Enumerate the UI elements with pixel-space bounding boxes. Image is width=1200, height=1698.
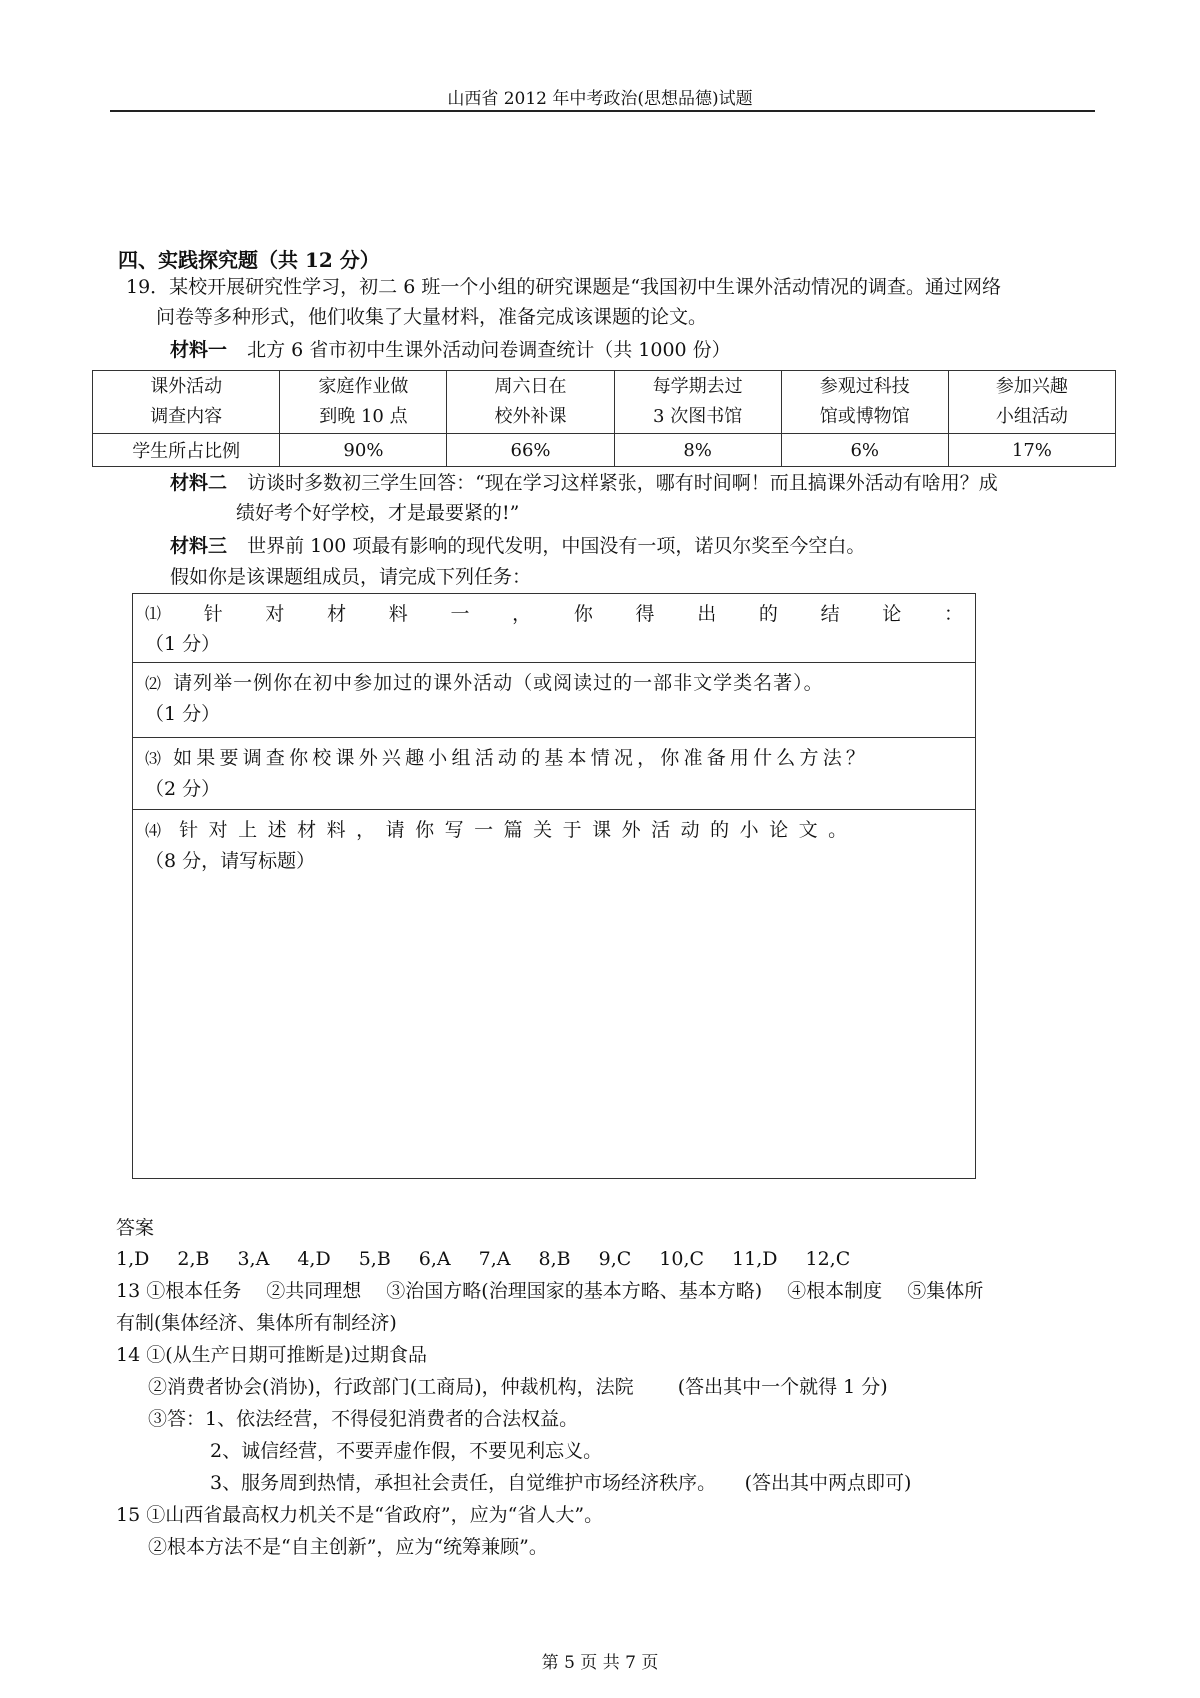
material-1-text: 北方 6 省市初中生课外活动问卷调查统计（共 1000 份） <box>247 339 731 361</box>
task-3-prompt: ⑶ 如果要调查你校课外兴趣小组活动的基本情况，你准备用什么方法？ <box>145 747 870 769</box>
header-divider <box>110 110 1095 112</box>
page-header-title: 山西省 2012 年中考政治(思想品德)试题 <box>447 89 753 109</box>
survey-table <box>92 370 1116 467</box>
page-number: 第 5 页 共 7 页 <box>541 1653 659 1673</box>
task-3-score: （2 分） <box>145 778 221 800</box>
mc-answer: 12,C <box>805 1248 851 1270</box>
mc-answer: 5,B <box>358 1248 391 1270</box>
table-header-cell: 周六日在 校外补课 <box>447 371 614 434</box>
task-3 <box>133 738 975 810</box>
material-1-label: 材料一 <box>170 339 228 361</box>
answer-14-line-1: 14 ①(从生产日期可推断是)过期食品 <box>116 1344 428 1366</box>
task-2-score: （1 分） <box>145 703 221 725</box>
mc-answer: 9,C <box>598 1248 632 1270</box>
table-row <box>93 434 1116 467</box>
question-line-1: 19．某校开展研究性学习，初二 6 班一个小组的研究课题是“我国初中生课外活动情况的调查。通过网络 <box>126 276 1002 298</box>
table-header-cell: 每学期去过 3 次图书馆 <box>614 371 781 434</box>
question-line-2: 问卷等多种形式，他们收集了大量材料，准备完成该课题的论文。 <box>156 306 708 328</box>
answer-14-line-4: 2、诚信经营，不要弄虚作假，不要见利忘义。 <box>210 1440 603 1462</box>
material-1 <box>170 335 731 365</box>
table-header-cell: 家庭作业做 到晚 10 点 <box>280 371 447 434</box>
table-header-cell: 参观过科技 馆或博物馆 <box>781 371 948 434</box>
task-4-score: （8 分，请写标题） <box>145 850 316 872</box>
answer-14-line-5: 3、服务周到热情，承担社会责任，自觉维护市场经济秩序。 (答出其中两点即可) <box>210 1472 912 1494</box>
material-2 <box>170 468 998 498</box>
table-row-label: 学生所占比例 <box>93 434 280 467</box>
table-cell: 66% <box>447 434 614 467</box>
mc-answer: 1,D <box>116 1248 150 1270</box>
answer-15-line-1: 15 ①山西省最高权力机关不是“省政府”，应为“省人大”。 <box>116 1504 604 1526</box>
section-title: 四、实践探究题（共 12 分） <box>118 248 380 272</box>
mc-answer: 10,C <box>659 1248 705 1270</box>
task-1 <box>133 594 975 663</box>
answer-13-line-1: 13 ①根本任务 ②共同理想 ③治国方略(治理国家的基本方略、基本方略) ④根本制度 ⑤集体所 <box>116 1280 984 1302</box>
answers-heading: 答案 <box>116 1217 155 1239</box>
task-2-prompt: ⑵ 请列举一例你在初中参加过的课外活动（或阅读过的一部非文学类名著）。 <box>145 672 824 694</box>
task-1-score: （1 分） <box>145 633 221 655</box>
table-cell: 17% <box>948 434 1115 467</box>
material-3-text: 世界前 100 项最有影响的现代发明，中国没有一项，诺贝尔奖至今空白。 <box>247 535 866 557</box>
mc-answer: 7,A <box>478 1248 511 1270</box>
task-prompt: 假如你是该课题组成员，请完成下列任务： <box>170 566 532 588</box>
task-4 <box>133 810 975 1178</box>
table-header-cell: 参加兴趣 小组活动 <box>948 371 1115 434</box>
answer-14-line-2: ②消费者协会(消协)，行政部门(工商局)，仲裁机构，法院 (答出其中一个就得 1 分) <box>148 1376 888 1398</box>
task-1-prompt: ⑴ 针 对 材 料 一 ， 你 得 出 的 结 论 ： <box>145 603 963 625</box>
table-header-row <box>93 371 1116 434</box>
table-cell: 8% <box>614 434 781 467</box>
material-2-label: 材料二 <box>170 472 228 494</box>
mc-answers <box>116 1243 878 1275</box>
table-cell: 90% <box>280 434 447 467</box>
task-4-prompt: ⑷ 针对上述材料，请你写一篇关于课外活动的小论文。 <box>145 819 858 841</box>
material-3-label: 材料三 <box>170 535 228 557</box>
material-2-text-2: 绩好考个好学校，才是最要紧的!” <box>236 502 520 524</box>
mc-answer: 4,D <box>297 1248 331 1270</box>
mc-answer: 8,B <box>538 1248 571 1270</box>
task-answer-box <box>132 593 976 1179</box>
answer-14-line-3: ③答：1、依法经营，不得侵犯消费者的合法权益。 <box>148 1408 579 1430</box>
mc-answer: 6,A <box>418 1248 451 1270</box>
table-header-cell: 课外活动 调查内容 <box>93 371 280 434</box>
mc-answer: 2,B <box>177 1248 210 1270</box>
answer-13-line-2: 有制(集体经济、集体所有制经济) <box>116 1312 397 1334</box>
task-2 <box>133 663 975 738</box>
table-cell: 6% <box>781 434 948 467</box>
mc-answer: 3,A <box>237 1248 270 1270</box>
material-2-text-1: 访谈时多数初三学生回答：“现在学习这样紧张，哪有时间啊！而且搞课外活动有啥用？成 <box>247 472 998 494</box>
answer-15-line-2: ②根本方法不是“自主创新”，应为“统筹兼顾”。 <box>148 1536 548 1558</box>
mc-answer: 11,D <box>732 1248 778 1270</box>
material-3 <box>170 531 865 561</box>
